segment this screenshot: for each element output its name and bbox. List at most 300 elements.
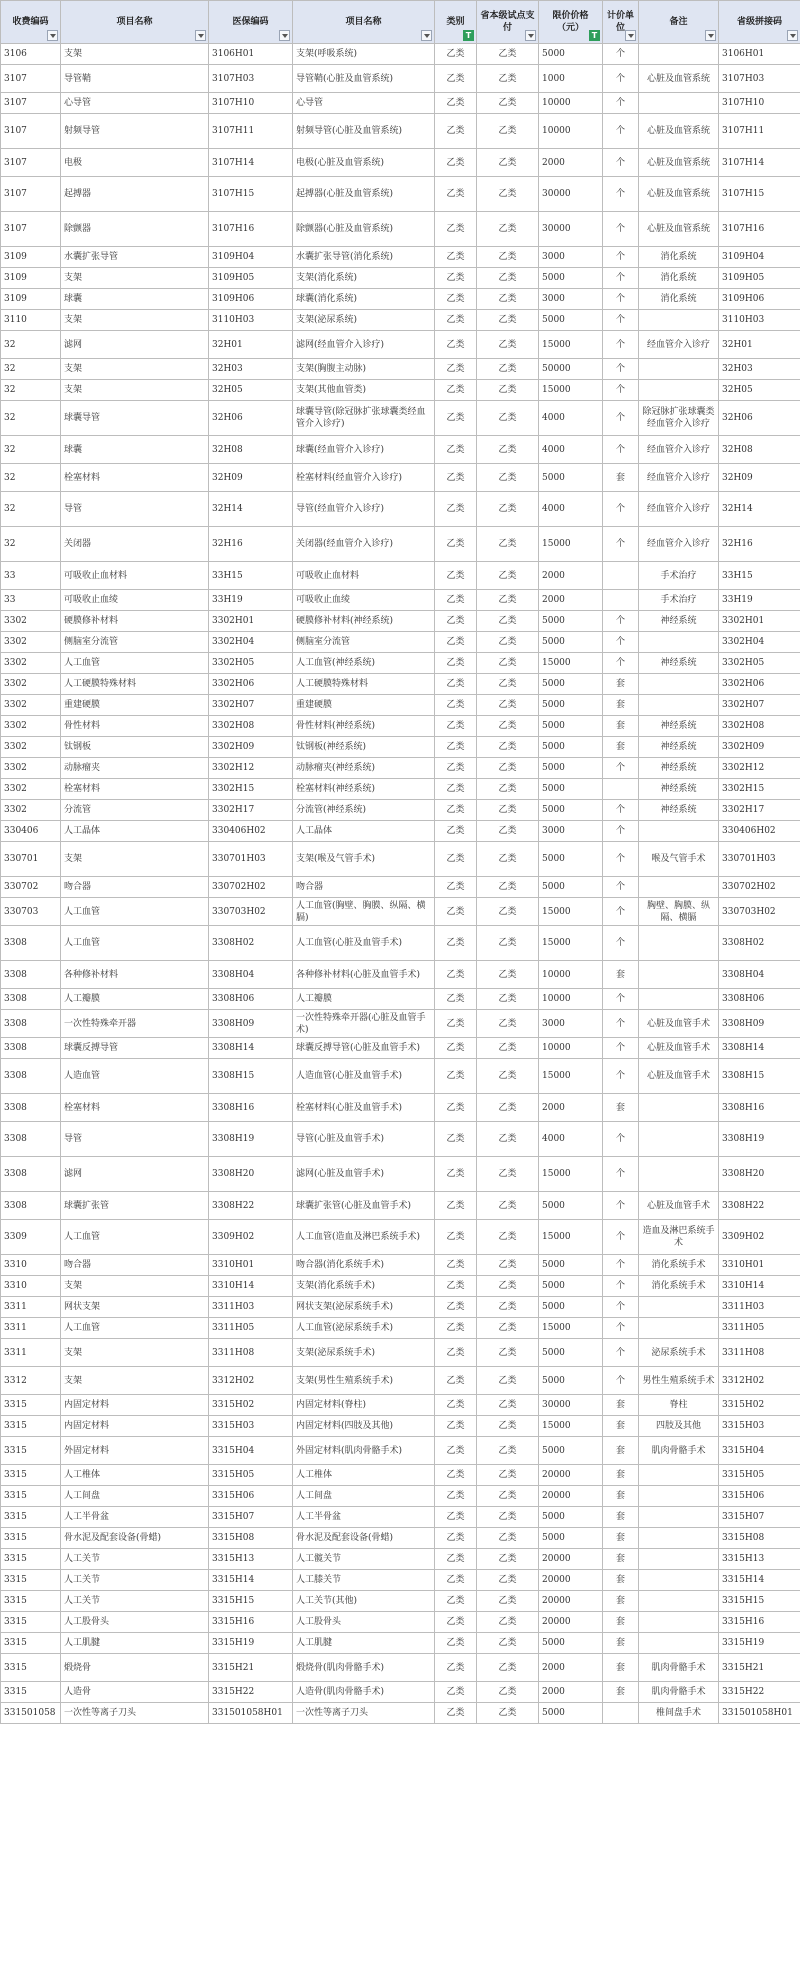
cell-remark[interactable]: 男性生殖系统手术 <box>639 1367 719 1395</box>
cell-provincial-code[interactable]: 3302H04 <box>719 632 800 653</box>
cell-price-limit[interactable]: 2000 <box>539 1094 603 1122</box>
cell-category[interactable]: 乙类 <box>435 1220 477 1255</box>
cell-remark[interactable]: 消化系统手术 <box>639 1276 719 1297</box>
cell-price-limit[interactable]: 5000 <box>539 611 603 632</box>
cell-unit[interactable]: 套 <box>603 1528 639 1549</box>
cell-category[interactable]: 乙类 <box>435 1122 477 1157</box>
cell-category[interactable]: 乙类 <box>435 1703 477 1724</box>
cell-provincial-code[interactable]: 3315H07 <box>719 1507 800 1528</box>
cell-provincial-code[interactable]: 3312H02 <box>719 1367 800 1395</box>
cell-unit[interactable]: 个 <box>603 93 639 114</box>
cell-remark[interactable]: 心脏及血管手术 <box>639 1010 719 1038</box>
cell-provincial-code[interactable]: 3310H01 <box>719 1255 800 1276</box>
cell-category[interactable]: 乙类 <box>435 1367 477 1395</box>
cell-provincial-pilot-payment[interactable]: 乙类 <box>477 821 539 842</box>
cell-provincial-pilot-payment[interactable]: 乙类 <box>477 289 539 310</box>
cell-provincial-pilot-payment[interactable]: 乙类 <box>477 1318 539 1339</box>
cell-unit[interactable] <box>603 1703 639 1724</box>
cell-price-limit[interactable]: 15000 <box>539 926 603 961</box>
cell-insurance-code[interactable]: 33H15 <box>209 562 293 590</box>
cell-item-name-detail[interactable]: 支架(消化系统) <box>293 268 435 289</box>
cell-unit[interactable]: 个 <box>603 1318 639 1339</box>
cell-remark[interactable]: 心脏及血管系统 <box>639 149 719 177</box>
cell-item-name[interactable]: 人工关节 <box>61 1570 209 1591</box>
cell-insurance-code[interactable]: 3302H06 <box>209 674 293 695</box>
cell-remark[interactable] <box>639 1570 719 1591</box>
cell-insurance-code[interactable]: 3308H19 <box>209 1122 293 1157</box>
cell-item-name[interactable]: 人工瓣膜 <box>61 989 209 1010</box>
cell-item-name-detail[interactable]: 人工血管(造血及淋巴系统手术) <box>293 1220 435 1255</box>
cell-fee-code[interactable]: 3107 <box>1 212 61 247</box>
cell-provincial-pilot-payment[interactable]: 乙类 <box>477 310 539 331</box>
cell-unit[interactable]: 个 <box>603 821 639 842</box>
cell-provincial-code[interactable]: 3315H02 <box>719 1395 800 1416</box>
cell-category[interactable]: 乙类 <box>435 380 477 401</box>
cell-provincial-pilot-payment[interactable]: 乙类 <box>477 562 539 590</box>
cell-item-name[interactable]: 各种修补材料 <box>61 961 209 989</box>
cell-item-name[interactable]: 人工血管 <box>61 898 209 926</box>
cell-category[interactable]: 乙类 <box>435 1654 477 1682</box>
cell-insurance-code[interactable]: 3302H01 <box>209 611 293 632</box>
cell-provincial-pilot-payment[interactable]: 乙类 <box>477 779 539 800</box>
cell-item-name-detail[interactable]: 人工瓣膜 <box>293 989 435 1010</box>
cell-provincial-code[interactable]: 331501058H01 <box>719 1703 800 1724</box>
cell-unit[interactable] <box>603 590 639 611</box>
cell-insurance-code[interactable]: 3312H02 <box>209 1367 293 1395</box>
cell-price-limit[interactable]: 3000 <box>539 247 603 268</box>
cell-unit[interactable]: 个 <box>603 268 639 289</box>
cell-price-limit[interactable]: 10000 <box>539 989 603 1010</box>
cell-fee-code[interactable]: 3308 <box>1 1094 61 1122</box>
cell-item-name[interactable]: 支架 <box>61 1276 209 1297</box>
cell-fee-code[interactable]: 3308 <box>1 961 61 989</box>
cell-provincial-pilot-payment[interactable]: 乙类 <box>477 93 539 114</box>
cell-price-limit[interactable]: 20000 <box>539 1591 603 1612</box>
cell-remark[interactable]: 喉及气管手术 <box>639 842 719 877</box>
cell-price-limit[interactable]: 15000 <box>539 380 603 401</box>
cell-category[interactable]: 乙类 <box>435 877 477 898</box>
cell-price-limit[interactable]: 15000 <box>539 331 603 359</box>
cell-fee-code[interactable]: 3110 <box>1 310 61 331</box>
cell-category[interactable]: 乙类 <box>435 1318 477 1339</box>
cell-item-name-detail[interactable]: 分流管(神经系统) <box>293 800 435 821</box>
cell-unit[interactable]: 套 <box>603 1591 639 1612</box>
cell-fee-code[interactable]: 3311 <box>1 1339 61 1367</box>
cell-provincial-code[interactable]: 3107H15 <box>719 177 800 212</box>
cell-category[interactable]: 乙类 <box>435 331 477 359</box>
cell-unit[interactable]: 个 <box>603 611 639 632</box>
cell-price-limit[interactable]: 5000 <box>539 716 603 737</box>
cell-remark[interactable]: 消化系统 <box>639 247 719 268</box>
cell-provincial-pilot-payment[interactable]: 乙类 <box>477 1486 539 1507</box>
cell-item-name-detail[interactable]: 支架(泌尿系统手术) <box>293 1339 435 1367</box>
cell-remark[interactable]: 经血管介入诊疗 <box>639 436 719 464</box>
cell-provincial-code[interactable]: 3109H04 <box>719 247 800 268</box>
cell-insurance-code[interactable]: 3315H02 <box>209 1395 293 1416</box>
cell-insurance-code[interactable]: 3308H09 <box>209 1010 293 1038</box>
cell-fee-code[interactable]: 33 <box>1 590 61 611</box>
cell-unit[interactable]: 套 <box>603 1416 639 1437</box>
cell-provincial-code[interactable]: 3315H19 <box>719 1633 800 1654</box>
cell-remark[interactable] <box>639 380 719 401</box>
cell-provincial-code[interactable]: 3308H06 <box>719 989 800 1010</box>
cell-provincial-code[interactable]: 3315H03 <box>719 1416 800 1437</box>
cell-item-name-detail[interactable]: 人工血管(泌尿系统手术) <box>293 1318 435 1339</box>
cell-provincial-code[interactable]: 33H15 <box>719 562 800 590</box>
cell-category[interactable]: 乙类 <box>435 212 477 247</box>
filter-dropdown-icon[interactable] <box>47 30 58 41</box>
cell-category[interactable]: 乙类 <box>435 898 477 926</box>
cell-item-name-detail[interactable]: 栓塞材料(心脏及血管手术) <box>293 1094 435 1122</box>
cell-price-limit[interactable]: 20000 <box>539 1612 603 1633</box>
cell-item-name-detail[interactable]: 人工关节(其他) <box>293 1591 435 1612</box>
cell-fee-code[interactable]: 3315 <box>1 1528 61 1549</box>
cell-fee-code[interactable]: 330406 <box>1 821 61 842</box>
cell-item-name-detail[interactable]: 一次性等离子刀头 <box>293 1703 435 1724</box>
cell-provincial-code[interactable]: 330702H02 <box>719 877 800 898</box>
cell-price-limit[interactable]: 1000 <box>539 65 603 93</box>
cell-remark[interactable]: 经血管介入诊疗 <box>639 492 719 527</box>
cell-item-name-detail[interactable]: 人工肌腱 <box>293 1633 435 1654</box>
cell-insurance-code[interactable]: 3315H07 <box>209 1507 293 1528</box>
cell-item-name[interactable]: 球囊 <box>61 289 209 310</box>
cell-category[interactable]: 乙类 <box>435 1416 477 1437</box>
cell-remark[interactable] <box>639 1507 719 1528</box>
cell-unit[interactable]: 个 <box>603 842 639 877</box>
cell-provincial-code[interactable]: 3302H12 <box>719 758 800 779</box>
cell-provincial-pilot-payment[interactable]: 乙类 <box>477 1010 539 1038</box>
cell-item-name[interactable]: 吻合器 <box>61 877 209 898</box>
cell-provincial-pilot-payment[interactable]: 乙类 <box>477 177 539 212</box>
cell-provincial-code[interactable]: 3315H15 <box>719 1591 800 1612</box>
cell-price-limit[interactable]: 5000 <box>539 842 603 877</box>
cell-insurance-code[interactable]: 3315H06 <box>209 1486 293 1507</box>
cell-item-name[interactable]: 导管 <box>61 492 209 527</box>
cell-remark[interactable]: 心脏及血管手术 <box>639 1038 719 1059</box>
cell-fee-code[interactable]: 3308 <box>1 989 61 1010</box>
cell-item-name[interactable]: 一次性等离子刀头 <box>61 1703 209 1724</box>
cell-provincial-pilot-payment[interactable]: 乙类 <box>477 611 539 632</box>
cell-fee-code[interactable]: 3308 <box>1 1122 61 1157</box>
cell-fee-code[interactable]: 3302 <box>1 800 61 821</box>
cell-remark[interactable]: 胸壁、胸膜、纵隔、横膈 <box>639 898 719 926</box>
cell-unit[interactable]: 个 <box>603 1255 639 1276</box>
cell-item-name[interactable]: 人工关节 <box>61 1591 209 1612</box>
cell-provincial-pilot-payment[interactable]: 乙类 <box>477 737 539 758</box>
cell-item-name[interactable]: 电极 <box>61 149 209 177</box>
cell-provincial-pilot-payment[interactable]: 乙类 <box>477 632 539 653</box>
cell-item-name-detail[interactable]: 人工膝关节 <box>293 1570 435 1591</box>
cell-provincial-pilot-payment[interactable]: 乙类 <box>477 800 539 821</box>
cell-fee-code[interactable]: 3310 <box>1 1276 61 1297</box>
cell-provincial-code[interactable]: 3315H08 <box>719 1528 800 1549</box>
cell-unit[interactable]: 个 <box>603 401 639 436</box>
cell-insurance-code[interactable]: 3110H03 <box>209 310 293 331</box>
cell-fee-code[interactable]: 3302 <box>1 674 61 695</box>
cell-item-name[interactable]: 人工股骨头 <box>61 1612 209 1633</box>
cell-insurance-code[interactable]: 330703H02 <box>209 898 293 926</box>
cell-remark[interactable]: 手术治疗 <box>639 562 719 590</box>
cell-category[interactable]: 乙类 <box>435 1395 477 1416</box>
cell-price-limit[interactable]: 5000 <box>539 737 603 758</box>
cell-unit[interactable]: 个 <box>603 1339 639 1367</box>
cell-provincial-pilot-payment[interactable]: 乙类 <box>477 898 539 926</box>
cell-price-limit[interactable]: 2000 <box>539 1682 603 1703</box>
cell-provincial-code[interactable]: 3308H20 <box>719 1157 800 1192</box>
cell-provincial-pilot-payment[interactable]: 乙类 <box>477 1654 539 1682</box>
cell-price-limit[interactable]: 2000 <box>539 149 603 177</box>
cell-category[interactable]: 乙类 <box>435 289 477 310</box>
cell-remark[interactable] <box>639 632 719 653</box>
cell-remark[interactable] <box>639 1549 719 1570</box>
cell-item-name-detail[interactable]: 支架(消化系统手术) <box>293 1276 435 1297</box>
cell-insurance-code[interactable]: 3106H01 <box>209 44 293 65</box>
cell-item-name[interactable]: 栓塞材料 <box>61 779 209 800</box>
cell-price-limit[interactable]: 3000 <box>539 821 603 842</box>
cell-provincial-code[interactable]: 3308H02 <box>719 926 800 961</box>
cell-provincial-pilot-payment[interactable]: 乙类 <box>477 1094 539 1122</box>
cell-fee-code[interactable]: 3315 <box>1 1395 61 1416</box>
cell-provincial-pilot-payment[interactable]: 乙类 <box>477 1570 539 1591</box>
cell-fee-code[interactable]: 3315 <box>1 1633 61 1654</box>
cell-provincial-pilot-payment[interactable]: 乙类 <box>477 149 539 177</box>
cell-category[interactable]: 乙类 <box>435 1276 477 1297</box>
cell-price-limit[interactable]: 5000 <box>539 674 603 695</box>
cell-remark[interactable] <box>639 1612 719 1633</box>
cell-provincial-pilot-payment[interactable]: 乙类 <box>477 527 539 562</box>
cell-category[interactable]: 乙类 <box>435 653 477 674</box>
cell-price-limit[interactable]: 10000 <box>539 114 603 149</box>
cell-insurance-code[interactable]: 3309H02 <box>209 1220 293 1255</box>
cell-remark[interactable] <box>639 1094 719 1122</box>
cell-provincial-pilot-payment[interactable]: 乙类 <box>477 1339 539 1367</box>
cell-item-name-detail[interactable]: 栓塞材料(神经系统) <box>293 779 435 800</box>
cell-unit[interactable]: 个 <box>603 1367 639 1395</box>
cell-category[interactable]: 乙类 <box>435 436 477 464</box>
cell-provincial-code[interactable]: 32H01 <box>719 331 800 359</box>
cell-insurance-code[interactable]: 330701H03 <box>209 842 293 877</box>
cell-insurance-code[interactable]: 3315H15 <box>209 1591 293 1612</box>
cell-insurance-code[interactable]: 3107H14 <box>209 149 293 177</box>
cell-category[interactable]: 乙类 <box>435 1059 477 1094</box>
cell-item-name[interactable]: 心导管 <box>61 93 209 114</box>
cell-insurance-code[interactable]: 3302H07 <box>209 695 293 716</box>
cell-fee-code[interactable]: 3107 <box>1 65 61 93</box>
cell-remark[interactable] <box>639 44 719 65</box>
cell-provincial-code[interactable]: 32H14 <box>719 492 800 527</box>
cell-fee-code[interactable]: 3302 <box>1 611 61 632</box>
cell-item-name[interactable]: 除颤器 <box>61 212 209 247</box>
cell-fee-code[interactable]: 32 <box>1 527 61 562</box>
cell-item-name[interactable]: 支架 <box>61 310 209 331</box>
cell-category[interactable]: 乙类 <box>435 1528 477 1549</box>
cell-item-name-detail[interactable]: 导管(心脏及血管手术) <box>293 1122 435 1157</box>
cell-item-name-detail[interactable]: 导管鞘(心脏及血管系统) <box>293 65 435 93</box>
cell-remark[interactable]: 消化系统 <box>639 289 719 310</box>
cell-provincial-pilot-payment[interactable]: 乙类 <box>477 1507 539 1528</box>
cell-fee-code[interactable]: 330702 <box>1 877 61 898</box>
cell-fee-code[interactable]: 3308 <box>1 1038 61 1059</box>
cell-item-name[interactable]: 球囊反搏导管 <box>61 1038 209 1059</box>
cell-provincial-pilot-payment[interactable]: 乙类 <box>477 674 539 695</box>
cell-fee-code[interactable]: 3311 <box>1 1318 61 1339</box>
cell-item-name-detail[interactable]: 人工股骨头 <box>293 1612 435 1633</box>
cell-fee-code[interactable]: 33 <box>1 562 61 590</box>
cell-insurance-code[interactable]: 3315H22 <box>209 1682 293 1703</box>
cell-provincial-pilot-payment[interactable]: 乙类 <box>477 1255 539 1276</box>
cell-item-name-detail[interactable]: 人工血管(神经系统) <box>293 653 435 674</box>
cell-item-name[interactable]: 吻合器 <box>61 1255 209 1276</box>
cell-category[interactable]: 乙类 <box>435 961 477 989</box>
cell-item-name[interactable]: 人工血管 <box>61 653 209 674</box>
cell-unit[interactable]: 个 <box>603 926 639 961</box>
cell-provincial-code[interactable]: 32H06 <box>719 401 800 436</box>
cell-fee-code[interactable]: 3308 <box>1 1157 61 1192</box>
cell-provincial-pilot-payment[interactable]: 乙类 <box>477 989 539 1010</box>
cell-remark[interactable]: 神经系统 <box>639 779 719 800</box>
cell-item-name-detail[interactable]: 吻合器 <box>293 877 435 898</box>
cell-unit[interactable]: 套 <box>603 674 639 695</box>
cell-unit[interactable]: 个 <box>603 1038 639 1059</box>
cell-unit[interactable]: 套 <box>603 1570 639 1591</box>
cell-provincial-pilot-payment[interactable]: 乙类 <box>477 1038 539 1059</box>
cell-remark[interactable]: 脊柱 <box>639 1395 719 1416</box>
cell-item-name[interactable]: 钛钢板 <box>61 737 209 758</box>
cell-remark[interactable] <box>639 1122 719 1157</box>
cell-category[interactable]: 乙类 <box>435 779 477 800</box>
cell-remark[interactable]: 神经系统 <box>639 716 719 737</box>
cell-item-name-detail[interactable]: 关闭器(经血管介入诊疗) <box>293 527 435 562</box>
cell-item-name-detail[interactable]: 支架(胸腹主动脉) <box>293 359 435 380</box>
cell-provincial-pilot-payment[interactable]: 乙类 <box>477 44 539 65</box>
cell-item-name-detail[interactable]: 球囊反搏导管(心脏及血管手术) <box>293 1038 435 1059</box>
cell-unit[interactable] <box>603 779 639 800</box>
cell-remark[interactable] <box>639 1486 719 1507</box>
cell-item-name[interactable]: 骨性材料 <box>61 716 209 737</box>
cell-price-limit[interactable]: 20000 <box>539 1570 603 1591</box>
cell-insurance-code[interactable]: 330702H02 <box>209 877 293 898</box>
cell-provincial-code[interactable]: 32H03 <box>719 359 800 380</box>
cell-remark[interactable]: 心脏及血管手术 <box>639 1059 719 1094</box>
cell-insurance-code[interactable]: 32H01 <box>209 331 293 359</box>
cell-item-name[interactable]: 人工间盘 <box>61 1486 209 1507</box>
cell-unit[interactable]: 套 <box>603 1507 639 1528</box>
cell-provincial-code[interactable]: 3107H14 <box>719 149 800 177</box>
cell-provincial-code[interactable]: 3302H17 <box>719 800 800 821</box>
cell-category[interactable]: 乙类 <box>435 716 477 737</box>
cell-category[interactable]: 乙类 <box>435 359 477 380</box>
cell-provincial-code[interactable]: 3310H14 <box>719 1276 800 1297</box>
cell-item-name[interactable]: 球囊导管 <box>61 401 209 436</box>
cell-category[interactable]: 乙类 <box>435 247 477 268</box>
cell-item-name[interactable]: 支架 <box>61 268 209 289</box>
cell-price-limit[interactable]: 15000 <box>539 1416 603 1437</box>
cell-provincial-code[interactable]: 32H08 <box>719 436 800 464</box>
cell-price-limit[interactable]: 5000 <box>539 758 603 779</box>
cell-insurance-code[interactable]: 32H16 <box>209 527 293 562</box>
cell-provincial-code[interactable]: 32H16 <box>719 527 800 562</box>
cell-insurance-code[interactable]: 3315H03 <box>209 1416 293 1437</box>
cell-item-name[interactable]: 射频导管 <box>61 114 209 149</box>
cell-insurance-code[interactable]: 3315H16 <box>209 1612 293 1633</box>
cell-provincial-pilot-payment[interactable]: 乙类 <box>477 716 539 737</box>
cell-fee-code[interactable]: 3308 <box>1 1059 61 1094</box>
cell-remark[interactable]: 除冠脉扩张球囊类经血管介入诊疗 <box>639 401 719 436</box>
cell-item-name[interactable]: 动脉瘤夹 <box>61 758 209 779</box>
cell-price-limit[interactable]: 5000 <box>539 1255 603 1276</box>
cell-remark[interactable] <box>639 961 719 989</box>
cell-price-limit[interactable]: 5000 <box>539 1367 603 1395</box>
cell-item-name[interactable]: 球囊扩张管 <box>61 1192 209 1220</box>
cell-item-name-detail[interactable]: 滤网(经血管介入诊疗) <box>293 331 435 359</box>
cell-price-limit[interactable]: 15000 <box>539 1318 603 1339</box>
cell-item-name-detail[interactable]: 支架(呼吸系统) <box>293 44 435 65</box>
cell-insurance-code[interactable]: 32H03 <box>209 359 293 380</box>
cell-fee-code[interactable]: 3107 <box>1 93 61 114</box>
cell-category[interactable]: 乙类 <box>435 268 477 289</box>
cell-provincial-pilot-payment[interactable]: 乙类 <box>477 114 539 149</box>
cell-fee-code[interactable]: 3302 <box>1 779 61 800</box>
cell-price-limit[interactable]: 5000 <box>539 1703 603 1724</box>
cell-unit[interactable]: 个 <box>603 359 639 380</box>
cell-provincial-pilot-payment[interactable]: 乙类 <box>477 65 539 93</box>
cell-item-name[interactable]: 侧脑室分流管 <box>61 632 209 653</box>
cell-item-name-detail[interactable]: 支架(喉及气管手术) <box>293 842 435 877</box>
cell-category[interactable]: 乙类 <box>435 1437 477 1465</box>
cell-unit[interactable]: 个 <box>603 492 639 527</box>
cell-unit[interactable]: 套 <box>603 716 639 737</box>
cell-item-name-detail[interactable]: 球囊导管(除冠脉扩张球囊类经血管介入诊疗) <box>293 401 435 436</box>
cell-price-limit[interactable]: 15000 <box>539 653 603 674</box>
cell-fee-code[interactable]: 3309 <box>1 1220 61 1255</box>
cell-remark[interactable]: 消化系统手术 <box>639 1255 719 1276</box>
cell-unit[interactable]: 个 <box>603 989 639 1010</box>
cell-item-name-detail[interactable]: 支架(男性生殖系统手术) <box>293 1367 435 1395</box>
cell-insurance-code[interactable]: 3302H12 <box>209 758 293 779</box>
cell-provincial-code[interactable]: 3315H22 <box>719 1682 800 1703</box>
cell-price-limit[interactable]: 4000 <box>539 401 603 436</box>
cell-price-limit[interactable]: 3000 <box>539 289 603 310</box>
cell-provincial-code[interactable]: 3302H05 <box>719 653 800 674</box>
cell-provincial-code[interactable]: 3315H14 <box>719 1570 800 1591</box>
cell-provincial-pilot-payment[interactable]: 乙类 <box>477 401 539 436</box>
cell-category[interactable]: 乙类 <box>435 1633 477 1654</box>
cell-fee-code[interactable]: 3315 <box>1 1591 61 1612</box>
cell-fee-code[interactable]: 3315 <box>1 1570 61 1591</box>
cell-item-name[interactable]: 水囊扩张导管 <box>61 247 209 268</box>
cell-category[interactable]: 乙类 <box>435 842 477 877</box>
cell-provincial-pilot-payment[interactable]: 乙类 <box>477 380 539 401</box>
cell-category[interactable]: 乙类 <box>435 758 477 779</box>
cell-insurance-code[interactable]: 3311H08 <box>209 1339 293 1367</box>
cell-provincial-code[interactable]: 32H05 <box>719 380 800 401</box>
cell-remark[interactable]: 神经系统 <box>639 800 719 821</box>
cell-price-limit[interactable]: 5000 <box>539 1276 603 1297</box>
cell-insurance-code[interactable]: 3315H14 <box>209 1570 293 1591</box>
cell-remark[interactable]: 肌肉骨骼手术 <box>639 1654 719 1682</box>
cell-item-name[interactable]: 球囊 <box>61 436 209 464</box>
cell-item-name-detail[interactable]: 人造骨(肌肉骨骼手术) <box>293 1682 435 1703</box>
cell-provincial-pilot-payment[interactable]: 乙类 <box>477 1703 539 1724</box>
cell-item-name-detail[interactable]: 支架(其他血管类) <box>293 380 435 401</box>
cell-item-name-detail[interactable]: 内固定材料(脊柱) <box>293 1395 435 1416</box>
cell-price-limit[interactable]: 3000 <box>539 1010 603 1038</box>
cell-price-limit[interactable]: 15000 <box>539 1157 603 1192</box>
cell-item-name[interactable]: 一次性特殊牵开器 <box>61 1010 209 1038</box>
cell-insurance-code[interactable]: 3302H09 <box>209 737 293 758</box>
cell-fee-code[interactable]: 3302 <box>1 716 61 737</box>
cell-provincial-code[interactable]: 3302H09 <box>719 737 800 758</box>
